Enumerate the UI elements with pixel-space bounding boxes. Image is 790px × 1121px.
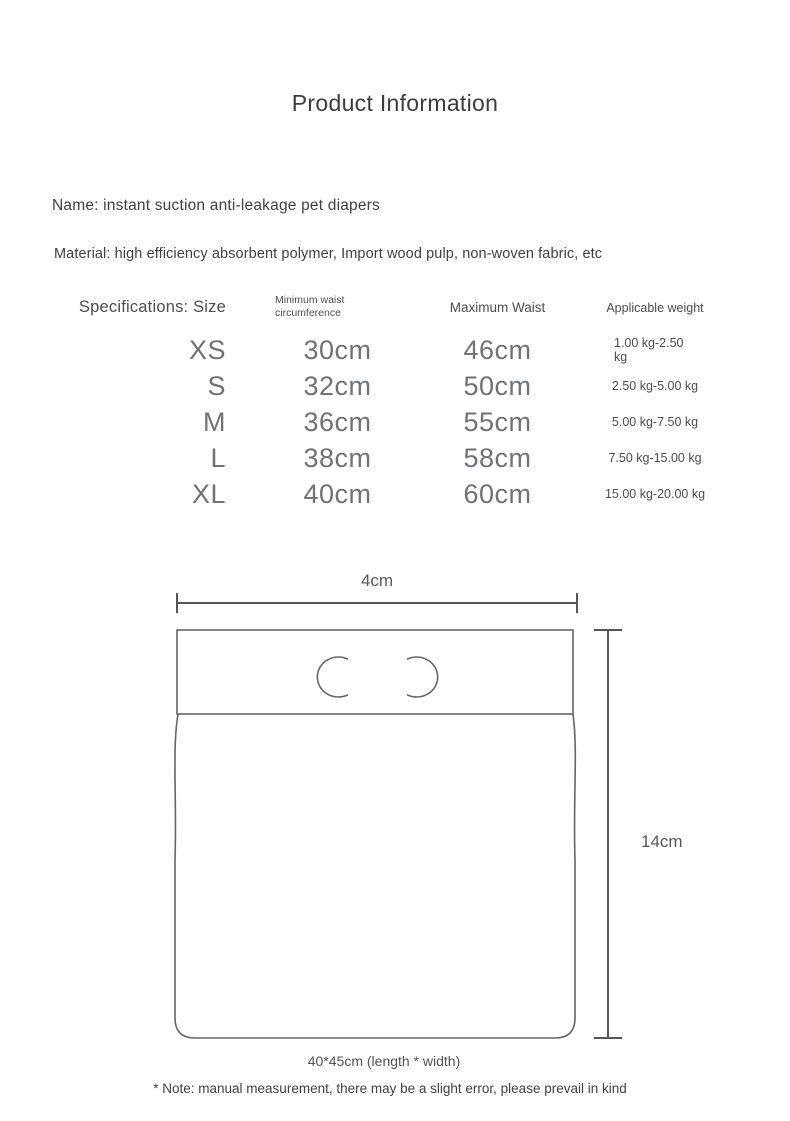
- min-waist-cell: 40cm: [303, 478, 372, 509]
- size-cell: L: [210, 442, 226, 473]
- size-cell: S: [207, 370, 226, 401]
- min-waist-cell: 30cm: [303, 334, 372, 365]
- header-min-waist-label: Minimum waist circumference: [275, 294, 345, 319]
- product-name-line: Name: instant suction anti-leakage pet diapers: [52, 197, 380, 214]
- product-material-line: Material: high efficiency absorbent polymer, Import wood pulp, non-woven fabric, etc: [54, 246, 603, 262]
- waistband-outline: [177, 630, 573, 714]
- size-cell: M: [203, 406, 226, 437]
- min-waist-cell: 32cm: [303, 370, 372, 401]
- width-dimension-line: [177, 593, 577, 613]
- left-tab-slot-icon: [317, 657, 347, 697]
- weight-value: 7.50 kg-15.00 kg: [608, 451, 702, 465]
- header-max-waist: Maximum Waist: [449, 300, 546, 315]
- header-applicable-weight: Applicable weight: [606, 300, 704, 315]
- diagram-caption: 40*45cm (length * width): [307, 1053, 461, 1069]
- min-waist-cell: 38cm: [303, 442, 372, 473]
- right-tab-slot-icon: [408, 657, 438, 697]
- weight-value: 5.00 kg-7.50 kg: [611, 415, 699, 429]
- header-specifications-size: Specifications: Size: [78, 298, 226, 316]
- body-outline: [175, 714, 575, 1038]
- page-title: Product Information: [291, 90, 499, 116]
- max-waist-cell: 58cm: [463, 442, 532, 473]
- size-cell: XL: [191, 478, 226, 509]
- max-waist-cell: 46cm: [463, 334, 532, 365]
- weight-value: 2.50 kg-5.00 kg: [611, 379, 699, 393]
- max-waist-cell: 50cm: [463, 370, 532, 401]
- height-dimension-line: [594, 630, 622, 1038]
- max-waist-cell: 55cm: [463, 406, 532, 437]
- measurement-note: * Note: manual measurement, there may be a slight error, please prevail in kind: [153, 1081, 627, 1096]
- size-cell: XS: [188, 334, 226, 365]
- height-dimension-label: 14cm: [641, 832, 683, 851]
- max-waist-cell: 60cm: [463, 478, 532, 509]
- min-waist-cell: 36cm: [303, 406, 372, 437]
- width-dimension-label: 4cm: [360, 571, 394, 590]
- weight-value: 15.00 kg-20.00 kg: [604, 487, 706, 501]
- weight-value: 1.00 kg-2.50 kg: [614, 336, 684, 364]
